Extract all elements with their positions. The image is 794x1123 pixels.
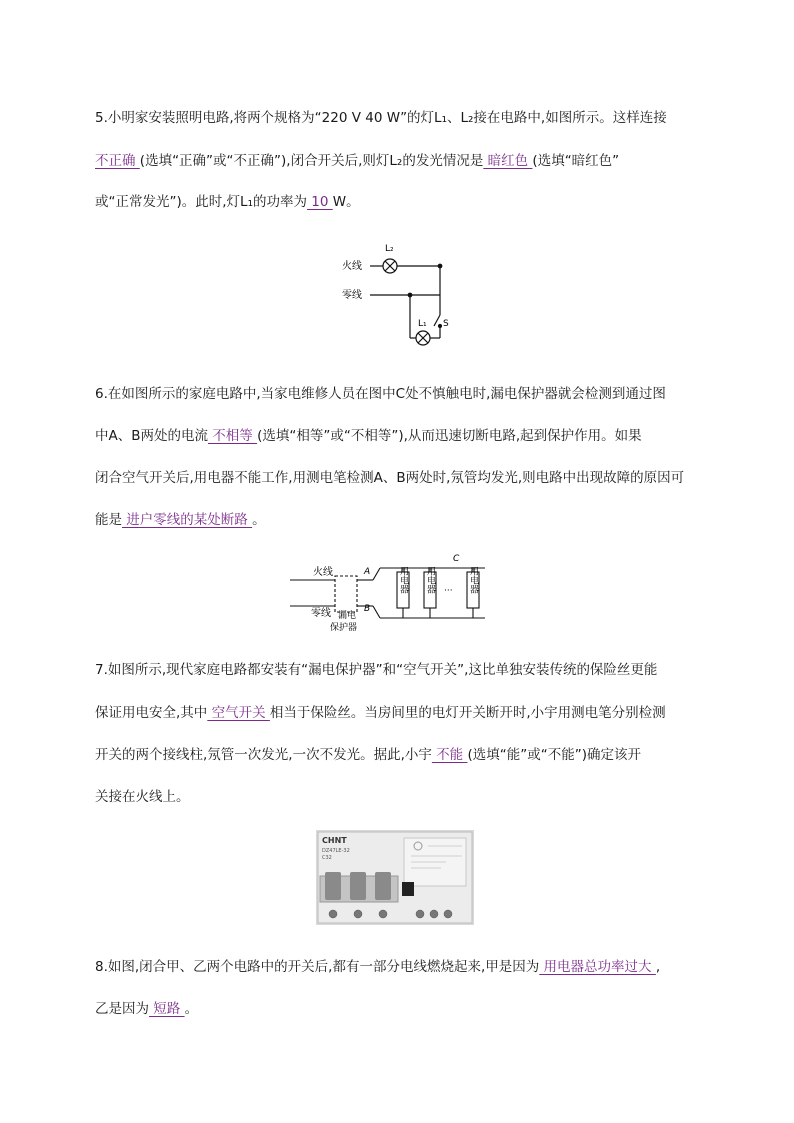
breaker-brand: CHNT [322,836,347,845]
q6-line-3: 闭合空气开关后,用电器不能工作,用测电笔检测A、B两处时,氖管均发光,则电路中出现故障的原因可 [95,470,685,486]
q5-s-label: S [443,319,449,329]
q5-live-label: 火线 [342,261,362,272]
breaker-model: DZ47LE-32 [322,848,350,854]
q8-line-1: 8.如图,闭合甲、乙两个电路中的开关后,都有一部分电线燃烧起来,甲是因为 用电器总功率过大 , [95,959,661,975]
q5-answer-3: 10 [306,194,333,210]
q7-breaker-photo [316,830,474,925]
q6-live-label: 火线 [313,567,333,578]
q8-answer-2: 短路 [149,1001,185,1017]
breaker-toggle-2 [350,872,366,900]
q5-line-3: 或“正常发光”)。此时,灯L₁的功率为 10 W。 [95,194,360,210]
q8-answer-1: 用电器总功率过大 [539,959,656,975]
q7-line-4: 关接在火线上。 [95,789,190,805]
appliance-label-3: 用电器 [468,566,478,594]
q5-l2-label: L₂ [385,244,394,254]
q6-neutral-label: 零线 [311,608,331,619]
q7-line-1: 7.如图所示,现代家庭电路都安装有“漏电保护器”和“空气开关”,这比单独安装传统的保险丝更能 [95,662,658,678]
q7-line-2: 保证用电安全,其中 空气开关 相当于保险丝。当房间里的电灯开关断开时,小宇用测电笔分别检测 [95,705,666,721]
q6-line-1: 6.在如图所示的家庭电路中,当家电维修人员在图中C处不慎触电时,漏电保护器就会检测到通过图 [95,386,666,402]
q5-answer-2: 暗红色 [483,153,533,169]
q5-l1-label: L₁ [418,319,427,329]
q7-line-3: 开关的两个接线柱,氖管一次发光,一次不发光。据此,小宇 不能 (选填“能”或“不能”)确定该开 [95,747,641,763]
q6-device-label-1: 漏电 [338,611,357,621]
q6-c-label: C [453,554,460,564]
breaker-toggle-3 [375,872,391,900]
breaker-toggle-1 [325,872,341,900]
q6-line-2: 中A、B两处的电流 不相等 (选填“相等”或“不相等”),从而迅速切断电路,起到保护作用。如果 [95,428,642,444]
q5-line-1: 5.小明家安装照明电路,将两个规格为“220 V 40 W”的灯L₁、L₂接在电路中,如图所示。这样连接 [95,110,667,126]
q5-line-2: 不正确 (选填“正确”或“不正确”),闭合开关后,则灯L₂的发光情况是 暗红色 (选填“暗红色” [95,153,620,169]
q5-circuit-diagram [330,240,470,355]
q5-answer-1: 不正确 [95,153,140,169]
q7-answer-1: 空气开关 [207,705,270,721]
q6-device-label-2: 保护器 [330,623,358,633]
q5-neutral-label: 零线 [342,290,362,301]
q6-answer-1: 不相等 [208,428,258,444]
q6-line-4: 能是 进户零线的某处断路 。 [95,512,266,528]
q7-answer-2: 不能 [431,747,468,763]
q6-answer-2: 进户零线的某处断路 [122,512,253,528]
q8-line-2: 乙是因为 短路 。 [95,1001,199,1017]
appliance-label-2: 用电器 [425,566,435,594]
q6-circuit-diagram [285,550,500,640]
breaker-test-button [402,882,414,896]
q6-b-label: B [364,604,371,614]
appliance-label-1: 用电器 [398,566,408,594]
breaker-rating: C32 [322,855,332,861]
q6-a-label: A [364,567,371,577]
q6-dots: ··· [444,586,453,596]
